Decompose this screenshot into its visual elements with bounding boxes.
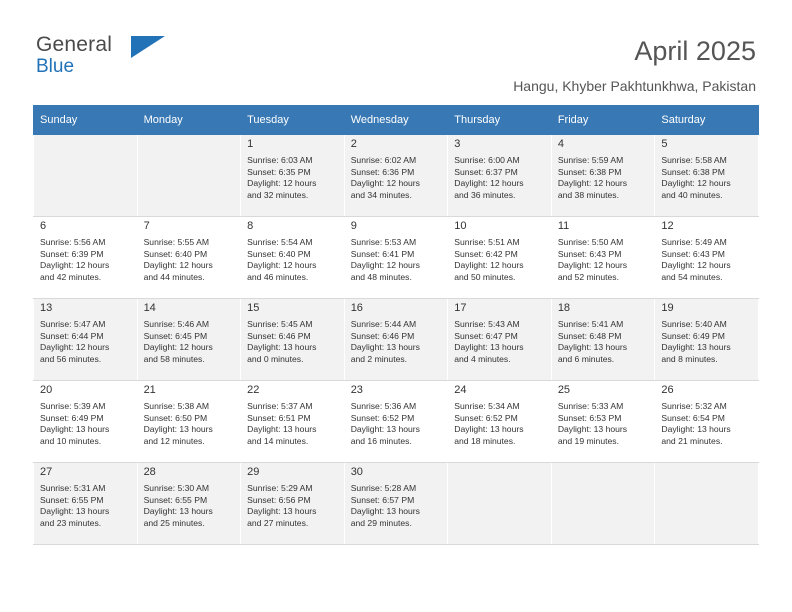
day-info-line: Sunrise: 5:28 AM	[350, 483, 417, 493]
day-number: 27	[40, 466, 53, 478]
day-number: 8	[247, 220, 254, 232]
calendar-day-cell[interactable]	[655, 135, 759, 217]
day-number: 29	[247, 466, 260, 478]
day-sun-info	[40, 237, 132, 283]
day-info-line: Sunrise: 5:40 AM	[661, 319, 727, 329]
day-sun-info	[247, 319, 339, 365]
day-info-line: Sunrise: 5:39 AM	[40, 401, 106, 411]
day-number: 9	[350, 220, 357, 232]
calendar-day-cell[interactable]	[137, 217, 241, 299]
day-info-line: Daylight: 13 hours	[661, 424, 731, 435]
day-info-line: Sunset: 6:46 PM	[247, 330, 311, 341]
day-info-line: Sunrise: 5:47 AM	[40, 319, 106, 329]
calendar-day-cell[interactable]	[137, 299, 241, 381]
day-info-line: Sunrise: 6:03 AM	[247, 155, 313, 165]
day-info-line: Sunrise: 5:50 AM	[557, 237, 624, 247]
day-info-line: Daylight: 12 hours	[247, 178, 317, 189]
day-sun-info	[247, 155, 339, 201]
day-sun-info	[144, 483, 236, 529]
day-info-line: Sunset: 6:43 PM	[661, 248, 725, 259]
calendar-day-cell[interactable]	[34, 299, 138, 381]
day-info-line: Sunrise: 5:31 AM	[40, 483, 106, 493]
day-info-line: Daylight: 13 hours	[454, 342, 524, 353]
flag-icon	[131, 36, 165, 58]
calendar-day-cell[interactable]	[241, 299, 345, 381]
day-info-line: Sunrise: 5:36 AM	[350, 401, 417, 411]
day-info-line: Daylight: 12 hours	[557, 178, 628, 189]
calendar-week-row	[34, 463, 759, 545]
day-info-line: Sunset: 6:43 PM	[557, 248, 622, 259]
day-number: 6	[40, 220, 47, 232]
day-info-line: Daylight: 12 hours	[350, 260, 420, 271]
calendar-day-cell[interactable]	[34, 463, 138, 545]
day-info-line: Sunset: 6:55 PM	[40, 494, 104, 505]
day-info-line: Daylight: 12 hours	[40, 342, 110, 353]
day-info-line: Sunset: 6:38 PM	[557, 166, 622, 177]
day-sun-info	[40, 483, 132, 529]
calendar-week-row	[34, 217, 759, 299]
day-info-line: Sunrise: 5:45 AM	[247, 319, 313, 329]
day-sun-info	[247, 483, 339, 529]
day-info-line: and 54 minutes.	[661, 271, 723, 282]
day-info-line: Sunset: 6:51 PM	[247, 412, 311, 423]
calendar-cell-empty	[137, 135, 241, 217]
page-title: April 2025	[634, 36, 756, 66]
calendar-day-cell[interactable]	[655, 217, 759, 299]
day-info-line: Daylight: 12 hours	[350, 178, 420, 189]
day-info-line: Sunrise: 5:59 AM	[557, 155, 624, 165]
day-info-line: and 50 minutes.	[454, 271, 516, 282]
day-sun-info	[351, 483, 443, 529]
weekday-header-row	[34, 106, 759, 135]
day-sun-info	[144, 401, 236, 447]
calendar-body	[34, 135, 759, 545]
day-info-line: Sunrise: 5:32 AM	[661, 401, 727, 411]
day-number: 22	[247, 384, 260, 396]
day-info-line: Sunrise: 5:51 AM	[454, 237, 520, 247]
day-info-line: Sunrise: 5:55 AM	[143, 237, 210, 247]
day-info-line: Sunrise: 5:49 AM	[661, 237, 727, 247]
day-info-line: Sunset: 6:48 PM	[557, 330, 622, 341]
sun-times-calendar	[33, 105, 759, 545]
day-info-line: and 6 minutes.	[557, 353, 615, 364]
day-info-line: Sunrise: 5:54 AM	[247, 237, 313, 247]
day-number: 3	[454, 138, 461, 150]
day-number: 13	[40, 302, 53, 314]
day-sun-info	[40, 401, 132, 447]
calendar-day-cell[interactable]	[448, 381, 552, 463]
day-info-line: and 0 minutes.	[247, 353, 304, 364]
calendar-day-cell[interactable]	[551, 381, 655, 463]
day-number: 11	[557, 220, 570, 232]
day-info-line: Sunset: 6:35 PM	[247, 166, 311, 177]
day-number: 19	[661, 302, 674, 314]
day-number: 7	[143, 220, 150, 232]
calendar-day-cell[interactable]	[241, 217, 345, 299]
day-info-line: Daylight: 12 hours	[454, 178, 524, 189]
day-info-line: Sunset: 6:42 PM	[454, 248, 518, 259]
weekday-header-saturday: Saturday	[655, 106, 759, 135]
day-sun-info	[661, 401, 753, 447]
day-info-line: Sunset: 6:47 PM	[454, 330, 518, 341]
day-info-line: Daylight: 12 hours	[454, 260, 524, 271]
day-info-line: and 52 minutes.	[557, 271, 619, 282]
calendar-day-cell[interactable]	[655, 381, 759, 463]
calendar-day-cell[interactable]	[344, 381, 448, 463]
day-info-line: Daylight: 12 hours	[143, 342, 213, 353]
day-sun-info	[558, 237, 650, 283]
day-sun-info	[454, 237, 546, 283]
day-number: 15	[247, 302, 260, 314]
logo-text-blue: Blue	[36, 56, 75, 77]
calendar-cell-empty	[655, 463, 759, 545]
calendar-week-row	[34, 299, 759, 381]
day-sun-info	[144, 237, 236, 283]
day-info-line: Sunset: 6:55 PM	[143, 494, 208, 505]
day-number: 24	[454, 384, 467, 396]
day-sun-info	[454, 401, 546, 447]
day-info-line: Daylight: 12 hours	[40, 260, 110, 271]
day-info-line: Sunrise: 5:34 AM	[454, 401, 520, 411]
day-sun-info	[454, 155, 546, 201]
day-info-line: and 48 minutes.	[350, 271, 412, 282]
day-info-line: and 44 minutes.	[143, 271, 205, 282]
day-info-line: and 21 minutes.	[661, 435, 723, 446]
day-info-line: Sunset: 6:45 PM	[143, 330, 208, 341]
day-info-line: Daylight: 13 hours	[247, 342, 317, 353]
weekday-header-wednesday: Wednesday	[344, 106, 448, 135]
day-info-line: Daylight: 13 hours	[40, 424, 110, 435]
day-info-line: and 46 minutes.	[247, 271, 309, 282]
calendar-day-cell[interactable]	[241, 381, 345, 463]
day-info-line: and 25 minutes.	[143, 517, 205, 528]
day-info-line: Daylight: 13 hours	[247, 424, 317, 435]
day-info-line: Sunrise: 5:41 AM	[557, 319, 624, 329]
calendar-day-cell[interactable]	[344, 135, 448, 217]
calendar-day-cell[interactable]	[551, 217, 655, 299]
calendar-day-cell[interactable]	[34, 381, 138, 463]
calendar-day-cell[interactable]	[241, 463, 345, 545]
weekday-header-monday: Monday	[137, 106, 241, 135]
day-info-line: Sunrise: 6:02 AM	[350, 155, 417, 165]
day-number: 16	[350, 302, 363, 314]
day-sun-info	[558, 319, 650, 365]
day-info-line: Daylight: 12 hours	[661, 260, 731, 271]
day-info-line: and 40 minutes.	[661, 189, 723, 200]
day-sun-info	[558, 401, 650, 447]
day-info-line: and 19 minutes.	[557, 435, 619, 446]
day-sun-info	[351, 237, 443, 283]
calendar-day-cell[interactable]	[241, 135, 345, 217]
day-info-line: Sunset: 6:41 PM	[350, 248, 415, 259]
day-info-line: Sunrise: 5:43 AM	[454, 319, 520, 329]
calendar-day-cell[interactable]	[137, 463, 241, 545]
day-info-line: Sunset: 6:38 PM	[661, 166, 725, 177]
day-sun-info	[247, 401, 339, 447]
calendar-day-cell[interactable]	[448, 217, 552, 299]
day-sun-info	[351, 155, 443, 201]
day-info-line: Daylight: 13 hours	[247, 506, 317, 517]
day-info-line: and 42 minutes.	[40, 271, 102, 282]
calendar-week-row	[34, 381, 759, 463]
day-info-line: Sunset: 6:44 PM	[40, 330, 104, 341]
day-number: 23	[350, 384, 363, 396]
day-sun-info	[351, 401, 443, 447]
day-info-line: Sunset: 6:53 PM	[557, 412, 622, 423]
day-number: 20	[40, 384, 53, 396]
day-info-line: Sunset: 6:36 PM	[350, 166, 415, 177]
day-info-line: Sunset: 6:37 PM	[454, 166, 518, 177]
day-info-line: Sunrise: 5:29 AM	[247, 483, 313, 493]
day-info-line: and 8 minutes.	[661, 353, 718, 364]
day-info-line: and 14 minutes.	[247, 435, 309, 446]
day-info-line: Sunrise: 5:44 AM	[350, 319, 417, 329]
weekday-header-friday: Friday	[551, 106, 655, 135]
day-info-line: Sunset: 6:40 PM	[143, 248, 208, 259]
day-sun-info	[40, 319, 132, 365]
day-info-line: Daylight: 13 hours	[350, 342, 420, 353]
day-number: 25	[557, 384, 571, 396]
calendar-cell-empty	[34, 135, 138, 217]
day-info-line: and 10 minutes.	[40, 435, 102, 446]
day-info-line: and 2 minutes.	[350, 353, 408, 364]
day-info-line: Sunset: 6:50 PM	[143, 412, 208, 423]
day-number: 14	[143, 302, 156, 314]
location-subtitle: Hangu, Khyber Pakhtunkhwa, Pakistan	[513, 78, 756, 94]
day-number: 5	[661, 138, 668, 150]
day-info-line: and 29 minutes.	[350, 517, 412, 528]
day-info-line: Sunset: 6:49 PM	[40, 412, 104, 423]
day-info-line: Daylight: 13 hours	[40, 506, 110, 517]
day-number: 12	[661, 220, 674, 232]
calendar-day-cell[interactable]	[448, 135, 552, 217]
day-info-line: and 16 minutes.	[350, 435, 412, 446]
day-info-line: and 27 minutes.	[247, 517, 309, 528]
day-info-line: Sunrise: 5:53 AM	[350, 237, 417, 247]
calendar-day-cell[interactable]	[137, 381, 241, 463]
day-info-line: Sunset: 6:57 PM	[350, 494, 415, 505]
day-info-line: Sunset: 6:39 PM	[40, 248, 104, 259]
day-info-line: Sunset: 6:49 PM	[661, 330, 725, 341]
day-number: 1	[247, 138, 254, 150]
day-number: 26	[661, 384, 674, 396]
weekday-header-thursday: Thursday	[448, 106, 552, 135]
day-info-line: Daylight: 13 hours	[557, 424, 628, 435]
day-info-line: Sunrise: 5:56 AM	[40, 237, 106, 247]
day-info-line: Daylight: 13 hours	[350, 506, 420, 517]
day-info-line: Daylight: 13 hours	[557, 342, 628, 353]
day-number: 2	[350, 138, 357, 150]
day-sun-info	[144, 319, 236, 365]
calendar-day-cell[interactable]	[655, 299, 759, 381]
weekday-header-sunday: Sunday	[34, 106, 138, 135]
day-info-line: Sunrise: 5:33 AM	[557, 401, 624, 411]
day-info-line: Daylight: 12 hours	[661, 178, 731, 189]
day-info-line: Sunrise: 5:46 AM	[143, 319, 210, 329]
calendar-day-cell[interactable]	[344, 299, 448, 381]
day-sun-info	[454, 319, 546, 365]
day-info-line: Sunset: 6:54 PM	[661, 412, 725, 423]
day-sun-info	[661, 319, 753, 365]
day-info-line: and 56 minutes.	[40, 353, 102, 364]
day-info-line: and 32 minutes.	[247, 189, 309, 200]
day-info-line: Sunset: 6:52 PM	[350, 412, 415, 423]
day-info-line: Daylight: 13 hours	[350, 424, 420, 435]
day-info-line: Sunrise: 5:30 AM	[143, 483, 210, 493]
calendar-cell-empty	[448, 463, 552, 545]
day-info-line: Daylight: 12 hours	[143, 260, 213, 271]
day-info-line: Sunset: 6:52 PM	[454, 412, 518, 423]
day-number: 10	[454, 220, 467, 232]
day-sun-info	[247, 237, 339, 283]
day-info-line: Sunset: 6:46 PM	[350, 330, 415, 341]
day-info-line: Sunset: 6:56 PM	[247, 494, 311, 505]
day-number: 18	[557, 302, 571, 314]
calendar-day-cell[interactable]	[551, 135, 655, 217]
day-info-line: and 38 minutes.	[557, 189, 619, 200]
calendar-day-cell[interactable]	[344, 463, 448, 545]
day-info-line: Daylight: 12 hours	[557, 260, 628, 271]
day-info-line: and 4 minutes.	[454, 353, 511, 364]
day-info-line: Daylight: 13 hours	[454, 424, 524, 435]
calendar-day-cell[interactable]	[448, 299, 552, 381]
day-info-line: Daylight: 13 hours	[143, 506, 213, 517]
day-info-line: Sunrise: 5:58 AM	[661, 155, 727, 165]
calendar-day-cell[interactable]	[34, 217, 138, 299]
day-number: 4	[557, 138, 564, 150]
day-number: 30	[350, 466, 363, 478]
calendar-day-cell[interactable]	[344, 217, 448, 299]
day-number: 21	[143, 384, 156, 396]
logo-text-general: General	[36, 33, 113, 56]
day-info-line: Sunrise: 5:38 AM	[143, 401, 210, 411]
day-sun-info	[558, 155, 650, 201]
day-number: 28	[143, 466, 156, 478]
day-info-line: Sunrise: 6:00 AM	[454, 155, 520, 165]
day-sun-info	[661, 155, 753, 201]
day-info-line: and 23 minutes.	[40, 517, 102, 528]
day-sun-info	[351, 319, 443, 365]
day-info-line: Sunset: 6:40 PM	[247, 248, 311, 259]
day-info-line: and 12 minutes.	[143, 435, 205, 446]
day-sun-info	[661, 237, 753, 283]
logo[interactable]	[36, 34, 236, 84]
weekday-header-tuesday: Tuesday	[241, 106, 345, 135]
calendar-week-row	[34, 135, 759, 217]
calendar-cell-empty	[551, 463, 655, 545]
day-info-line: Daylight: 13 hours	[661, 342, 731, 353]
day-info-line: and 34 minutes.	[350, 189, 412, 200]
day-info-line: Sunrise: 5:37 AM	[247, 401, 313, 411]
day-number: 17	[454, 302, 467, 314]
calendar-day-cell[interactable]	[551, 299, 655, 381]
day-info-line: Daylight: 13 hours	[143, 424, 213, 435]
day-info-line: and 58 minutes.	[143, 353, 205, 364]
day-info-line: and 36 minutes.	[454, 189, 516, 200]
day-info-line: and 18 minutes.	[454, 435, 516, 446]
day-info-line: Daylight: 12 hours	[247, 260, 317, 271]
